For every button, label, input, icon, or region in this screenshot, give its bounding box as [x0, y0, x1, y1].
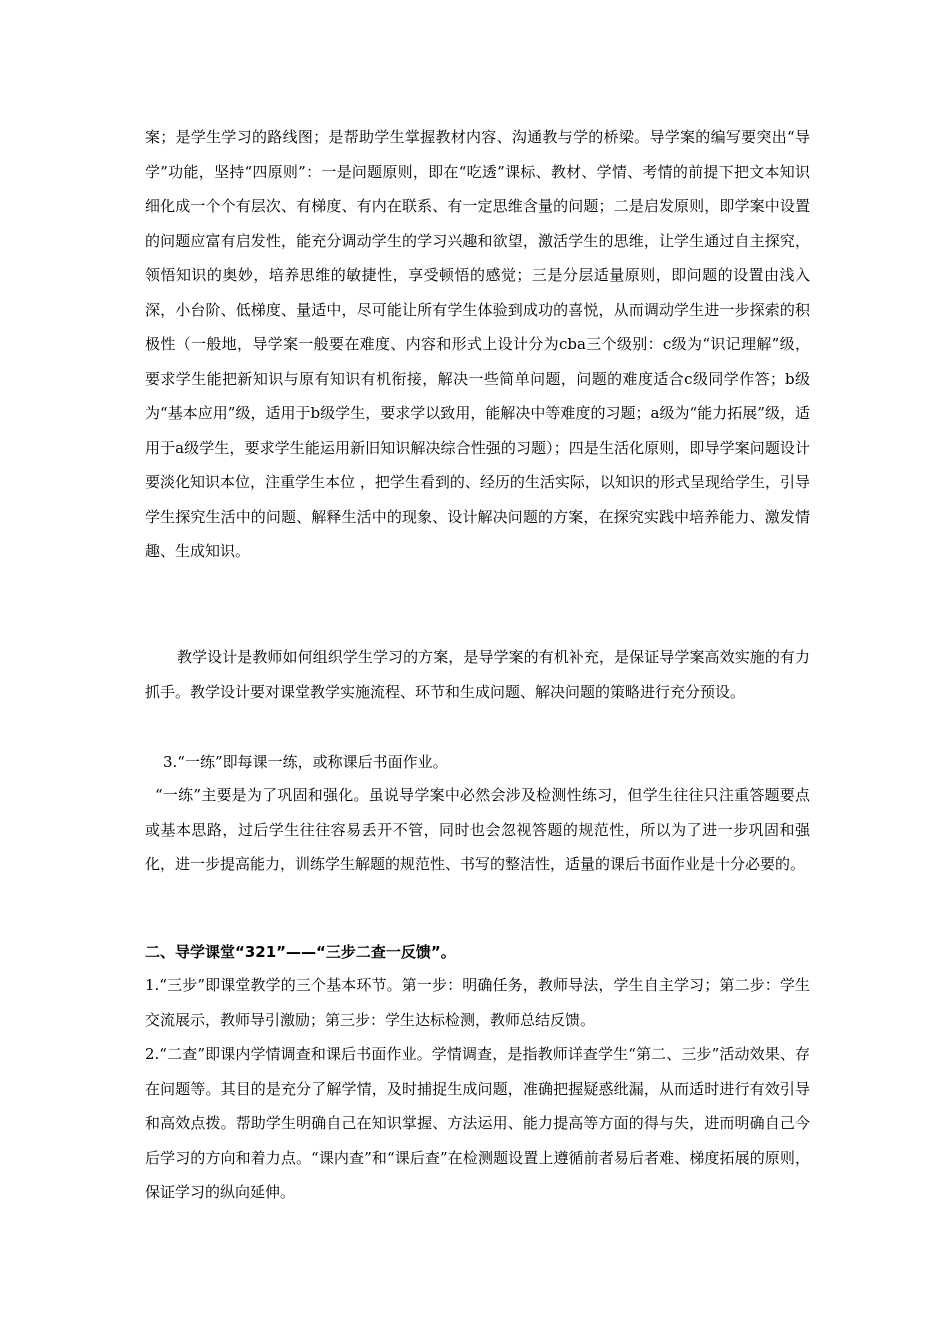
paragraph-one-practice-body: “一练”主要是为了巩固和强化。虽说导学案中必然会涉及检测性练习，但学生往往只注重答题要点或基本思路，过后学生往往容易丢开不管，同时也会忽视答题的规范性，所以为了进一步巩固和强化，进一步提高能力，训练学生解题的规范性、书写的整洁性，适量的课后书面作业是十分必要的。: [145, 786, 810, 873]
section-heading-321: 二、导学课堂“321”——“三步二查一反馈”。: [145, 943, 456, 961]
paragraph-teaching-design: 教学设计是教师如何组织学生学习的方案，是导学案的有机补充，是保证导学案高效实施的有力抓手。教学设计要对课堂教学实施流程、环节和生成问题、解决问题的策略进行充分预设。: [145, 648, 810, 701]
paragraph-one-practice-title: 3.“一练”即每课一练，或称课后书面作业。: [163, 753, 448, 771]
paragraph-four-principles: 案；是学生学习的路线图；是帮助学生掌握教材内容、沟通教与学的桥梁。导学案的编写要突出“导学”功能，坚持“四原则”：一是问题原则，即在“吃透”课标、教材、学情、考情的前提下把文本知识细化成一个个有层次、有梯度、有内在联系、有一定思维含量的问题；二是启发原则，即学案中设置的问题应富有启发性，能充分调动学生的学习兴趣和欲望，激活学生的思维，让学生通过自主探究，领悟知识的奥妙，培养思维的敏捷性，享受顿悟的感觉；三是分层适量原则，即问题的设置由浅入深，小台阶、低梯度、量适中，尽可能让所有学生体验到成功的喜悦，从而调动学生进一步探索的积极性（一般地，导学案一般要在难度、内容和形式上设计分为cba三个级别：c级为“识记理解”级，要求学生能把新知识与原有知识有机衔接，解决一些简单问题，问题的难度适合c级同学作答；b级为“基本应用”级，适用于b级学生，要求学以致用，能解决中等难度的习题；a级为“能力拓展”级，适用于a级学生，要求学生能运用新旧知识解决综合性强的习题）；四是生活化原则，即导学案问题设计要淡化知识本位，注重学生本位 ，把学生看到的、经历的生活实际，以知识的形式呈现给学生，引导学生探究生活中的问题、解释生活中的现象、设计解决问题的方案，在探究实践中培养能力、激发情趣、生成知识。: [145, 128, 810, 560]
paragraph-two-checks: 2.“二查”即课内学情调查和课后书面作业。学情调查，是指教师详查学生“第二、三步”活动效果、存在问题等。其目的是充分了解学情，及时捕捉生成问题，准确把握疑惑纰漏，从而适时进行有效引导和高效点拨。帮助学生明确自己在知识掌握、方法运用、能力提高等方面的得与失，进而明确自己今后学习的方向和着力点。“课内查”和“课后查”在检测题设置上遵循前者易后者难、梯度拓展的原则，保证学习的纵向延伸。: [145, 1045, 810, 1201]
paragraph-three-steps: 1.“三步”即课堂教学的三个基本环节。第一步：明确任务，教师导法，学生自主学习；第二步：学生交流展示，教师导引激励；第三步：学生达标检测，教师总结反馈。: [145, 976, 810, 1029]
